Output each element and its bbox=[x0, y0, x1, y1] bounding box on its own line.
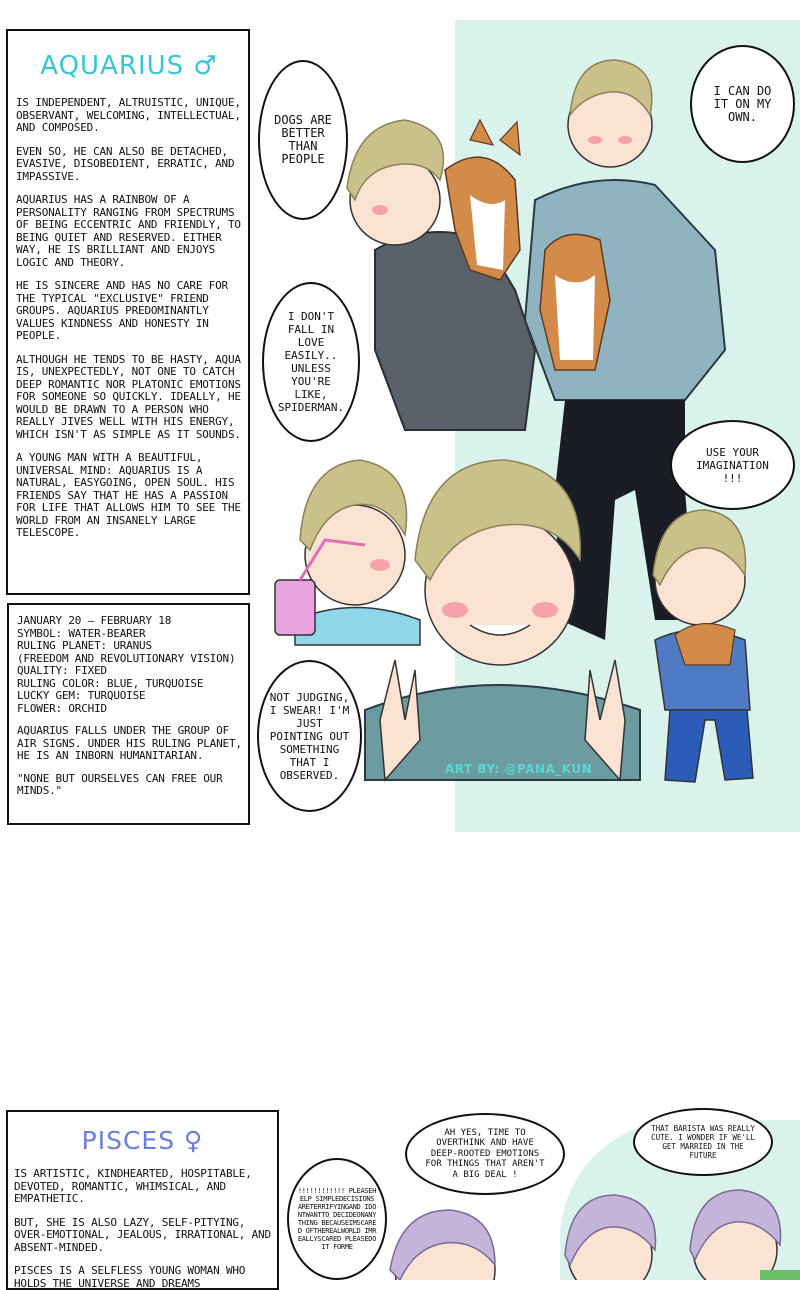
pisces-girl-right-figure bbox=[690, 1190, 800, 1280]
speech-bubble-love bbox=[262, 282, 360, 442]
pisces-illustration bbox=[380, 1175, 800, 1280]
speech-bubble-text: I DON'T FALL IN LOVE EASILY.. UNLESS YOU'RE LIKE, SPIDERMAN. bbox=[277, 310, 345, 414]
speech-bubble-text: AH YES, TIME TO OVERTHINK AND HAVE DEEP-ROOTED EMOTIONS FOR THINGS THAT AREN'T A BIG DEAL ! bbox=[425, 1127, 545, 1180]
pisces-title: PISCES ♀ bbox=[81, 1126, 204, 1155]
aquarius-facts-panel bbox=[7, 603, 250, 825]
speech-bubble-own bbox=[690, 45, 795, 163]
kid-drinking-figure bbox=[275, 460, 420, 645]
speech-bubble-text: THAT BARISTA WAS REALLY CUTE. I WONDER IF WE'LL GET MARRIED IN THE FUTURE bbox=[651, 1124, 755, 1160]
aquarius-air-sign-note: AQUARIUS FALLS UNDER THE GROUP OF AIR SIGNS. UNDER HIS RULING PLANET, HE IS AN INBORN HUMANITARIAN. bbox=[17, 724, 242, 762]
aquarius-paragraph: ALTHOUGH HE TENDS TO BE HASTY, AQUA IS, UNEXPECTEDLY, NOT ONE TO CATCH DEEP ROMANTIC NOR PLATONIC EMOTIONS FOR SOMEONE SO QUICKLY. IDEALLY, HE WOULD BE DRAWN TO A PERSON WHO REALLY JIVES WELL WITH HIS ENERGY, WHICH ISN'T AS SIMPLE AS IT SOUNDS. bbox=[16, 352, 241, 441]
aquarius-description-panel bbox=[6, 29, 250, 595]
speech-bubble-overthink bbox=[405, 1113, 565, 1195]
pisces-description-panel bbox=[6, 1110, 279, 1290]
speech-bubble-judging bbox=[257, 660, 362, 812]
kid-hugging-corgi-figure bbox=[653, 510, 753, 782]
pisces-girl-middle-figure bbox=[565, 1195, 656, 1280]
speech-bubble-text: I CAN DO IT ON MY OWN. bbox=[713, 83, 772, 124]
aquarius-title: AQUARIUS ♂ bbox=[40, 51, 218, 81]
speech-bubble-imagination bbox=[670, 420, 795, 510]
speech-bubble-please-help bbox=[287, 1158, 387, 1280]
speech-bubble-dogs bbox=[258, 60, 348, 220]
aquarius-paragraph: EVEN SO, HE CAN ALSO BE DETACHED, EVASIVE, DISOBEDIENT, ERRATIC, AND IMPASSIVE. bbox=[16, 144, 235, 183]
speech-bubble-barista bbox=[633, 1108, 773, 1176]
pisces-girl-left-figure bbox=[390, 1210, 495, 1280]
man-kissing-corgi-figure bbox=[347, 120, 535, 430]
aquarius-paragraph: A YOUNG MAN WITH A BEAUTIFUL, UNIVERSAL MIND: AQUARIUS IS A NATURAL, EASYGOING, OPEN SOUL. HIS FRIENDS SAY THAT HE HAS A PASSION FOR LIFE THAT ALLOWS HIM TO SEE THE WORLD FROM AN INSANELY LARGE TELESCOPE. bbox=[16, 451, 241, 539]
speech-bubble-text: DOGS ARE BETTER THAN PEOPLE bbox=[274, 113, 332, 166]
speech-bubble-text: USE YOUR IMAGINATION !!! bbox=[696, 445, 769, 485]
aquarius-paragraph: AQUARIUS HAS A RAINBOW OF A PERSONALITY RANGING FROM SPECTRUMS OF BEING ECCENTRIC AND FRIENDLY, TO BEING QUIET AND RESERVED. EITHER WAY, HE IS BRILLIANT AND ENJOYS LOGIC AND THEORY. bbox=[16, 193, 241, 269]
pisces-paragraph: PISCES IS A SELFLESS YOUNG WOMAN WHO HOLDS THE UNIVERSE AND DREAMS bbox=[14, 1264, 246, 1290]
aquarius-facts-list: JANUARY 20 – FEBRUARY 18 SYMBOL: WATER-BEARER RULING PLANET: URANUS (FREEDOM AND REVOLUTIONARY VISION) QUALITY: FIXED RULING COLOR: BLUE, TURQUOISE LUCKY GEM: TURQUOISE FLOWER: ORCHID bbox=[17, 614, 236, 715]
art-credit: ART BY: @PANA_KUN bbox=[445, 762, 593, 776]
aquarius-quote: "NONE BUT OURSELVES CAN FREE OUR MINDS." bbox=[17, 771, 223, 797]
aquarius-paragraph: IS INDEPENDENT, ALTRUISTIC, UNIQUE, OBSERVANT, WELCOMING, INTELLECTUAL, AND COMPOSED. bbox=[16, 96, 241, 134]
pisces-paragraph: IS ARTISTIC, KINDHEARTED, HOSPITABLE, DEVOTED, ROMANTIC, WHIMSICAL, AND EMPATHETIC. bbox=[14, 1167, 252, 1205]
speech-bubble-text: !!!!!!!!!!!! PLEASEHELP SIMPLEDECISIONS ARETERRIFYINGAND IDONTWANTTO DECIDEONANYTHING BECAUSEIMSCARED OFTHEREALWORLD IMREALLYSCARED PLEASEDOIT FORME bbox=[297, 1187, 377, 1251]
aquarius-paragraph: HE IS SINCERE AND HAS NO CARE FOR THE TYPICAL "EXCLUSIVE" FRIEND GROUPS. AQUARIUS PREDOMINANTLY VALUES KINDNESS AND HONESTY IN PEOPLE. bbox=[16, 279, 228, 342]
pisces-paragraph: BUT, SHE IS ALSO LAZY, SELF-PITYING, OVER-EMOTIONAL, JEALOUS, IRRATIONAL, AND ABSENT-MINDED. bbox=[14, 1215, 271, 1254]
speech-bubble-text: NOT JUDGING, I SWEAR! I'M JUST POINTING OUT SOMETHING THAT I OBSERVED. bbox=[269, 690, 350, 782]
